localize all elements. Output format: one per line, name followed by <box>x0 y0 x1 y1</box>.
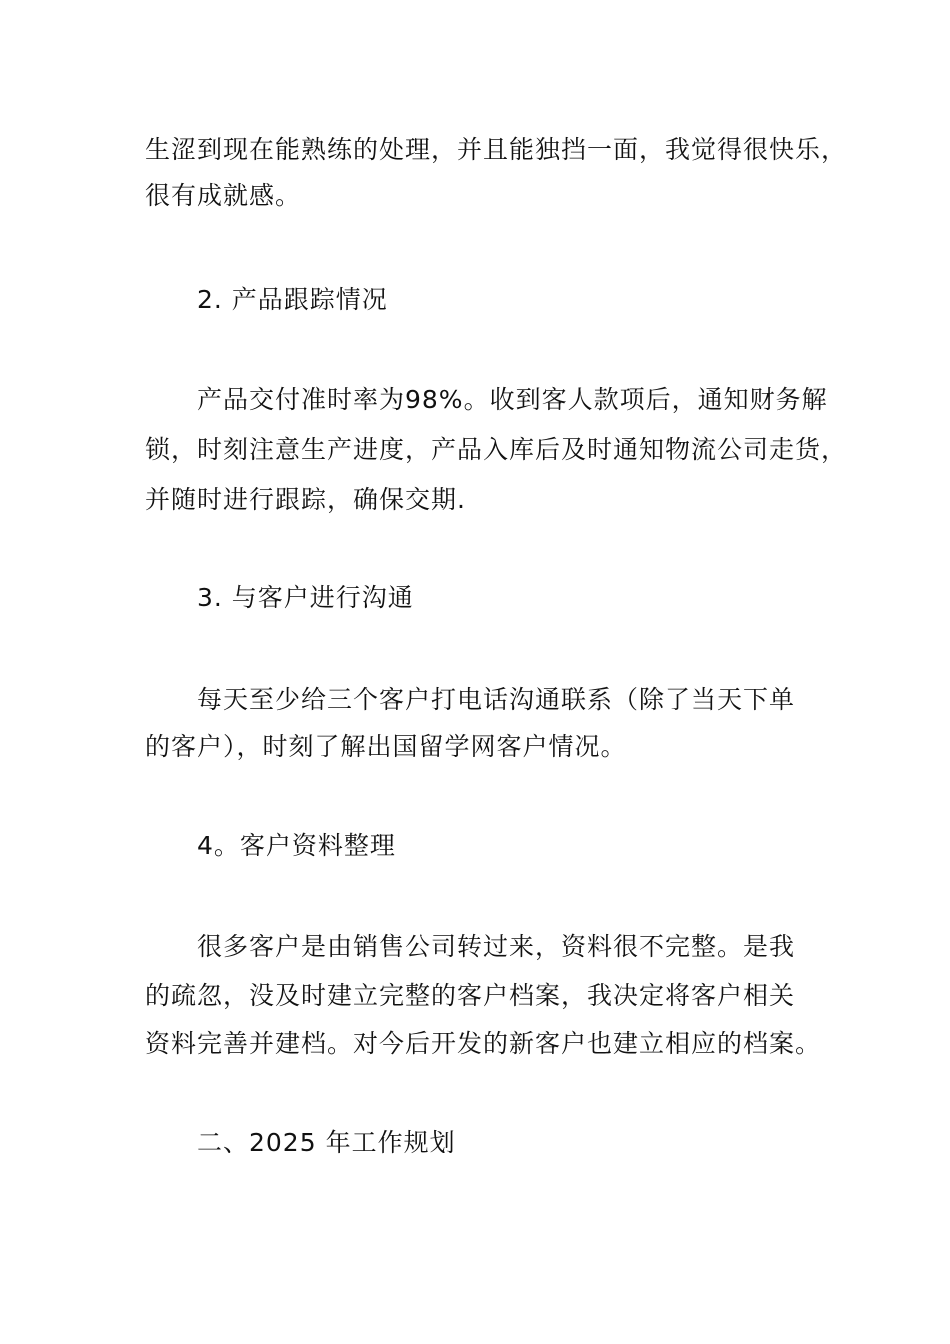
paragraph-line: 很有成就感。 <box>145 181 302 210</box>
paragraph-line: 产品交付准时率为98%。收到客人款项后，通知财务解 <box>197 385 828 414</box>
section-heading-work-plan: 二、2025 年工作规划 <box>197 1128 456 1157</box>
subheading-customer-data: 4。客户资料整理 <box>197 831 396 860</box>
paragraph-line: 并随时进行跟踪，确保交期. <box>145 485 466 514</box>
subheading-product-tracking: 2. 产品跟踪情况 <box>197 285 388 314</box>
paragraph-line: 锁，时刻注意生产进度，产品入库后及时通知物流公司走货， <box>145 435 848 464</box>
subheading-customer-communication: 3. 与客户进行沟通 <box>197 583 414 612</box>
paragraph-line: 每天至少给三个客户打电话沟通联系（除了当天下单 <box>197 685 796 714</box>
paragraph-line: 很多客户是由销售公司转过来，资料很不完整。是我 <box>197 932 796 961</box>
paragraph-line: 的疏忽，没及时建立完整的客户档案，我决定将客户相关 <box>145 981 796 1010</box>
paragraph-line: 生涩到现在能熟练的处理，并且能独挡一面，我觉得很快乐， <box>145 135 848 164</box>
paragraph-line: 的客户），时刻了解出国留学网客户情况。 <box>145 732 627 761</box>
paragraph-line: 资料完善并建档。对今后开发的新客户也建立相应的档案。 <box>145 1029 822 1058</box>
